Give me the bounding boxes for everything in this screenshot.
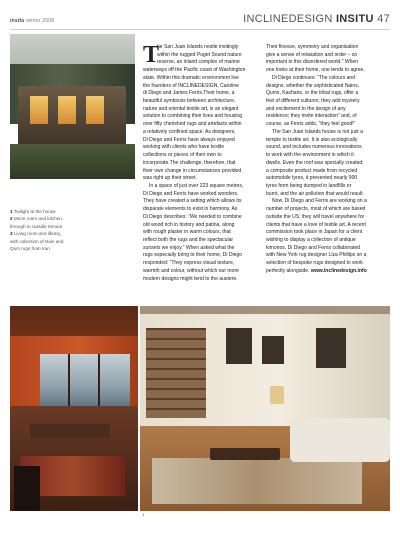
body-line: dwells. Even the roof was specially created; [266,159,364,166]
body-line: wishing to display a collection of antique [266,236,356,243]
photo-chair [14,466,40,511]
body-line: their own change in circumstances provided [143,167,242,174]
body-line: designs, whether the sophisticated Nains, [266,82,360,89]
photo-water-view [40,354,130,409]
photo-mullion [98,354,100,409]
living-room-photo [140,306,390,511]
body-line: old wood rich in history and patina, along [143,221,235,228]
body-line: number of projects, most of which are based [266,206,366,213]
issue-date: winter 2008 [24,18,55,24]
website-link[interactable]: www.inclinedesign.info [310,267,367,274]
caption-line: with collection of Nain and [10,238,64,244]
caption-line: 3 Living room and library, [10,231,62,237]
body-line: a relatively confined space. As designers, [143,128,236,135]
body-line: They have created a setting which allows its [143,198,242,205]
body-line: Now, Di Diego and Ferris are working on a [272,198,367,205]
body-line: one looks at their home, one tends to agree. [266,67,365,74]
photo-number: 1 [142,512,145,517]
photo-window [30,96,48,124]
body-line: clients that have a love of textile art. A recent [266,221,366,228]
body-line: kimonos. Di Diego and Ferris collaborated [266,244,360,251]
caption-line: Qum rugs from Iran [10,246,50,252]
body-line: with New York rug designer Liza Phillips on a [266,252,367,259]
photo-wall-art [262,336,284,364]
body-line: was right up their street. [143,175,197,182]
body-line: solution to combining their lives and housing [143,113,243,120]
body-line: Di Diego and Ferris have worked wonders. [143,190,239,197]
photo-mullion [68,354,70,409]
body-line: tyres from being dumped in landfills or [266,182,352,189]
body-line: sunsets we enjoy.” When asked what the [143,244,235,251]
body-line: di Diego and James Ferris.Their home, a [143,90,235,97]
page-number: 47 [377,13,390,25]
body-line: Qums, Kashans, or the tribal rugs, offer a [266,90,359,97]
photo-coffee-table [210,448,280,460]
drop-cap: T [143,42,160,68]
issue-info [10,18,54,24]
body-line: waterways off the Pacific coast of Washington [143,67,246,74]
body-line: over fifty cherished rugs and artefacts within [143,121,242,128]
body-line: burnt, and the air pollution that would result. [266,190,364,197]
body-line: Di Diego and Ferris have always enjoyed [143,136,235,143]
running-head [243,13,390,25]
magazine-name: insitu [10,18,25,24]
body-line: In a space of just over 223 square metres, [149,182,244,189]
body-line: commission took place in Japan for a client [266,229,363,236]
photo-bookshelves [146,328,206,418]
body-line: beautiful symbiosis between architecture, [143,98,236,105]
body-line: reflect both the rugs and the spectacular [143,236,234,243]
body-line: The San Juan Islands house is not just a [272,128,363,135]
body-line: residence; they invite interaction” and, of [266,113,357,120]
caption-line: 2 Moon room and kitchen, [10,216,64,222]
body-line: reserve, an inland complex of marine [157,59,240,66]
body-line: important in this disordered world.” When [266,59,359,66]
body-line: automobile tyres, it prevented nearly 900 [266,175,358,182]
body-line: feel of different cultures; they add mystery [266,98,360,105]
photo-wall-art [316,328,346,368]
body-line: with rough plaster in warm colours, that [143,229,231,236]
brand-name: INCLINEDESIGN [243,13,333,25]
body-line: perfectly alongside. www.inclinedesign.info [266,267,367,274]
house-twilight-photo [10,34,135,179]
body-line: course, as Ferris adds, “they feel good!” [266,121,356,128]
photo-table [30,424,110,438]
body-line: nature and oriental textile art, is an elegant [143,105,239,112]
body-line: a composite product made from recycled [266,167,358,174]
body-line: collections or pieces of their own to [143,152,222,159]
body-line: Their finesse, symmetry and organisation [266,44,359,50]
moon-room-photo [10,306,138,511]
body-line: to work with the environment in which it [266,152,354,159]
photo-caption [10,208,138,252]
photo-lamp [270,386,284,404]
body-line: Di Diego describes: “We needed to combine [143,213,242,220]
article-column-2 [266,44,391,276]
photo-beam [140,306,390,314]
body-line: he San Juan Islands nestle invitingly [157,44,239,50]
body-line: state. Within this dramatic environment live [143,74,239,81]
body-line: temple to textile art. It is also ecologically [266,136,358,143]
body-line: outside the US; they will travel anywhere for [266,213,365,220]
section-name: INSITU [335,13,374,25]
photo-window [58,96,76,124]
body-line: warmth and colour, without which our more [143,267,239,274]
body-line: sound, and includes numerous innovations [266,144,362,151]
photo-lawn [10,144,135,179]
body-line: modern designs might tend to the austere. [143,275,238,282]
body-line: within the rugged Puget Sound nature [157,51,242,58]
photo-sofa [290,418,390,462]
caption-line: 1 Twilight at the house [10,209,56,214]
photo-wall-art [226,328,252,364]
body-line: working with clients who have textile [143,144,225,151]
caption-line: through to outside terrace [10,223,63,229]
body-line: and excitement to the design of any [266,105,346,112]
body-line: disparate elements to exist in harmony. As [143,206,238,213]
article-column-1 [143,44,255,283]
body-line: responded: “They express visual texture, [143,260,235,267]
body-line: the founders of INCLINEDESIGN, Caroline [143,82,239,89]
photo-rug [152,458,362,504]
body-line: incorporate.The challenge, therefore, that [143,159,236,166]
body-line: give a sense of relaxation and order – so [266,51,358,58]
photo-window [86,96,104,124]
body-line: selection of bespoke rugs designed to work [266,260,363,267]
header-rule [10,29,390,30]
body-line: rugs especially bring to their home, Di Diego [143,252,243,259]
body-line: Di Diego continues: “The colours and [272,74,356,81]
